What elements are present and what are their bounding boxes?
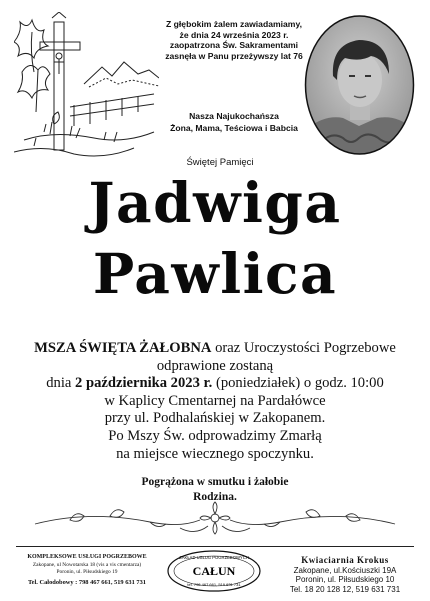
funeral-services-info: KOMPLEKSOWE USŁUGI POGRZEBOWE Zakopane, ul Nowotarska 18 (vis a vis cmentarza) Poronin, ul. Piłsudskiego 19 Tel. Całodobowy : 798 467 661, 519 631 731 bbox=[27, 554, 147, 586]
logo-name: CAŁUN bbox=[192, 564, 236, 578]
deceased-last-name: Pawlica bbox=[92, 241, 338, 306]
funeral-mass-details: MSZA ŚWIĘTA ŻAŁOBNA oraz Uroczystości Pogrzebowe odprawione zostaną dnia 2 października 2023 r. (poniedziałek) o godz. 10:00 w Kaplicy Cmentarnej na Pardałówce przy ul. Podhalańskiej w Zakopanem. Po Mszy Św. odprowadzimy Zmarłą na miejsce wiecznego spoczynku. bbox=[34, 340, 396, 462]
logo-bottom-text: tel. 798 467 661, 519 631 731 bbox=[187, 582, 241, 587]
floral-ornament bbox=[30, 500, 400, 538]
portrait-photo bbox=[303, 14, 416, 156]
mourning-family-text: Pogrążona w smutku i żałobie Rodzina. bbox=[141, 476, 289, 503]
footer-divider bbox=[16, 546, 414, 547]
logo-top-text: ZAKŁAD USŁUG POGRZEBOWYCH bbox=[179, 555, 249, 560]
deceased-first-name: Jadwiga bbox=[88, 170, 342, 235]
in-memory-label: Świętej Pamięci bbox=[186, 157, 254, 168]
death-announcement: Z głębokim żalem zawiadamiamy, że dnia 24 września 2023 r. zaopatrzona Św. Sakramentami zasnęła w Panu przeżywszy lat 76 bbox=[165, 19, 303, 61]
florist-info: Kwiaciarnia Krokus Zakopane, ul.Kościuszki 19A Poronin, ul. Piłsudskiego 10 Tel. 18 20 128 12, 519 631 731 bbox=[289, 555, 401, 594]
family-relation-text: Nasza Najukochańsza Żona, Mama, Teściowa i Babcia bbox=[170, 111, 298, 133]
wayside-shrine-illustration bbox=[14, 12, 159, 162]
calun-logo bbox=[166, 549, 262, 593]
